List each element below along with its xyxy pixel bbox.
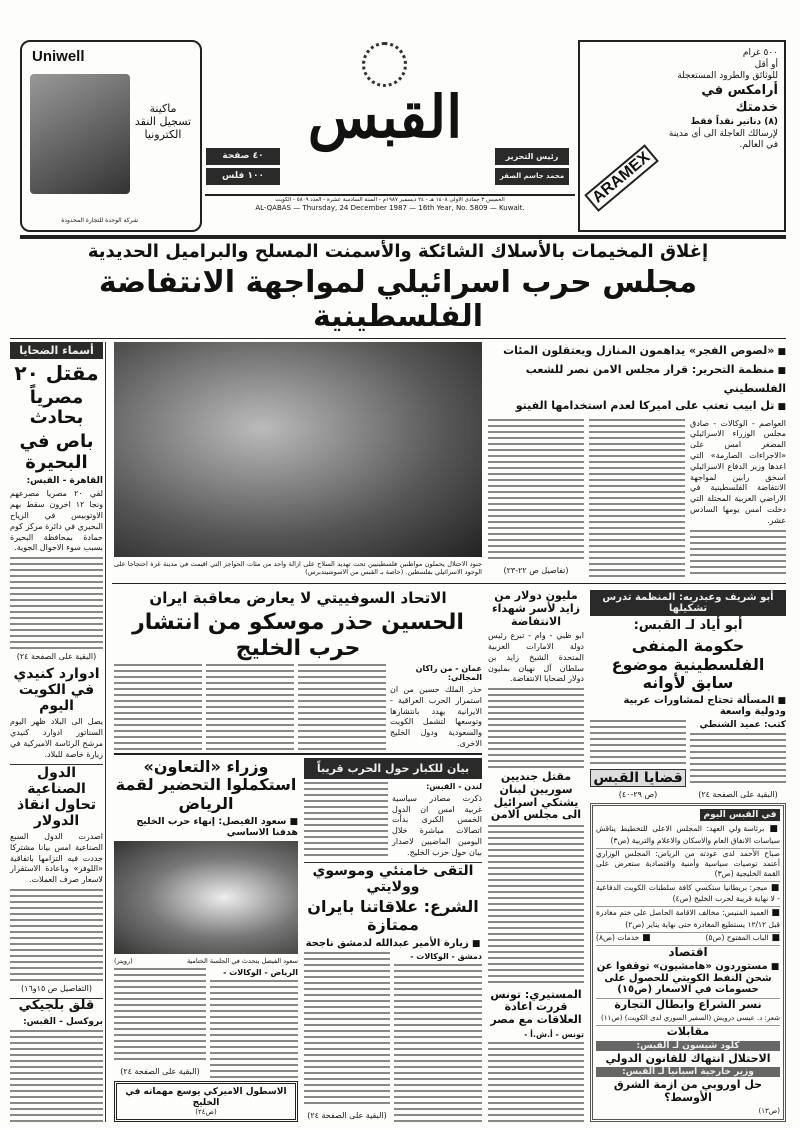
interview-bar: كلود شيسون لـ القبس: xyxy=(596,1041,780,1051)
article-text xyxy=(488,825,584,986)
khamenei-subhead: ■ زيارة الأمير عبدالله لدمشق ناجحة xyxy=(304,938,482,950)
article-text xyxy=(114,968,206,1064)
gcc-headline: وزراء «التعاون» استكملوا التحضير لقمة الرياض xyxy=(115,756,297,813)
article-text xyxy=(10,557,103,649)
article-body: اصدرت الدول السبع الصناعية امس بيانا مشتركا جددت فيه التزامها باتفاقية «اللوفر» وباعادة الاستقرار لاسعار صرف العملات. xyxy=(10,832,103,885)
dateline: الرياض - الوكالات - xyxy=(223,968,298,978)
dollar-headline: الدول الصناعية تحاول انقاذ الدولار xyxy=(10,764,103,829)
divider xyxy=(10,338,786,339)
dateline-arabic: الخميس ٣ جمادى الاولى ١٤٠٨ هـ - ٢٤ ديسمبر ١٩٨٧م - السنة السادسة عشرة - العدد ٥٨٠٩ - الكويت xyxy=(275,197,505,203)
details-ref: (تفاصيل ص ٢٢-٢٣) xyxy=(503,566,569,576)
editor-name: محمد جاسم الصقر xyxy=(495,168,569,185)
dateline: عمان - من راكان المجالي: xyxy=(415,664,482,683)
main-area xyxy=(112,342,786,1122)
article-text xyxy=(304,782,388,859)
economy-label: اقتصاد xyxy=(596,945,780,960)
editor-label: رئيس التحرير xyxy=(495,148,569,165)
today-box xyxy=(590,803,786,1122)
photo-credit: (رويتر) xyxy=(114,956,133,965)
dateline: تونس - أ.ش.أ - xyxy=(524,1029,584,1039)
today-label: في القبس اليوم xyxy=(700,809,780,821)
sidebar-headline: باص في البحيرة xyxy=(19,431,94,473)
ad-text: ماكينة تسجيل النقد الكترونيا xyxy=(134,102,192,141)
photo-caption: سعود الفيصل يتحدث في الجلسة الختامية xyxy=(186,956,298,965)
lower-area xyxy=(112,590,786,1122)
abu-iyad-subhead: ■ المسألة تحتاج لمشاورات عربية ودولية واسعة xyxy=(590,695,786,717)
lead-photo xyxy=(114,342,482,557)
article-text xyxy=(589,419,685,578)
article-body: ذكرت مصادر سياسية غربية امس ان الدول الخمس الكبرى بدأت اتصالات مباشرة خلال اليومين الماضيين لاصدار بيان حول حرب الخليج. xyxy=(392,793,482,857)
article-text xyxy=(488,1042,584,1122)
khamenei-supertitle: التقى خامنئي وموسوي وولايتي xyxy=(304,862,482,895)
today-item: ■ الباب المفتوح (ص٥) xyxy=(705,933,780,943)
ad-brand: ARAMEX xyxy=(584,144,659,212)
ad-brand: Uniwell xyxy=(32,48,85,65)
right-column xyxy=(590,590,786,1122)
lead-text-area xyxy=(488,342,786,578)
sidebar-label: أسماء الضحايا xyxy=(10,342,103,359)
page-count: ٤٠ صفحة xyxy=(206,148,280,165)
sun-emblem-icon xyxy=(362,42,407,87)
gcc-photo xyxy=(114,841,298,953)
continuation: (البقية على الصفحة ٢٤) xyxy=(698,789,778,799)
divider xyxy=(205,194,575,196)
poem-credit: شعر: د. عيسى درويش (السفير السوري لدى الكويت) (ص١١) xyxy=(601,1013,780,1022)
article-text xyxy=(304,952,390,1108)
photo-caption: جنود الاحتلال يحملون مواطنين فلسطينيين تحت تهديد السلاح على ازالة واحد من مئات الحواجز التي اقيمت في مدينة غزة احتجاجا على الوجود الاسرائيلي بفلسطين. (خاصة بـ القبس من الاسوشيتدبرس) xyxy=(114,559,482,577)
masthead-rule xyxy=(20,235,786,239)
trade-headline: نسر الشراع وابطال التجارة xyxy=(596,998,780,1012)
abu-iyad-supertitle: أبو أياد لـ القبس: xyxy=(633,618,743,634)
lead-columns xyxy=(488,419,786,578)
hussein-headline: الحسين حذر موسكو من انتشار حرب الخليج xyxy=(132,610,464,661)
left-sidebar xyxy=(10,342,106,1122)
economy-headline: ■ مستوردون «هامشيون» توقفوا عن شحن النفط الكويتي للحصول على حسومات في الاسعار (ص١٥) xyxy=(596,961,780,996)
interview-headline: حل اوروبي من ازمة الشرق الأوسط؟ xyxy=(613,1078,763,1104)
dateline: لندن - القبس: xyxy=(426,781,482,791)
price: ١٠٠ فلس xyxy=(206,168,280,185)
interview-headline: الاحتلال انتهاك للقانون الدولي xyxy=(605,1051,771,1065)
article-text xyxy=(10,889,103,981)
lead-supertitle: إغلاق المخيمات بالأسلاك الشائكة والأسمنت المسلح والبراميل الحديدية xyxy=(87,241,709,262)
lead-body: العواصم - الوكالات - صادق مجلس الوزراء الاسرائيلي المصغر امس على «الاجراءات الصارمة» التي اعدها وزير الدفاع الاسرائيلي اسحق رابين لمواجهة الانتفاضة الفلسطينية في الاراضي العربية المحتلة التي دخلت امس يومها السادس عشر. xyxy=(690,418,786,525)
belgium-headline: قلق بلجيكي xyxy=(10,998,103,1014)
article-text xyxy=(210,980,298,1078)
article-text xyxy=(690,530,786,578)
divider xyxy=(112,583,786,584)
ad-line: للوثائق والطرود المستعجلة xyxy=(677,71,778,82)
lead-headline: مجلس حرب اسرائيلي لمواجهة الانتفاضة الفلسطينية xyxy=(98,264,698,335)
dateline: بروكسل - القبس: xyxy=(23,1016,103,1027)
article-text xyxy=(298,664,386,750)
hussein-supertitle: الاتحاد السوفييتي لا يعارض معاقبة ايران xyxy=(149,589,447,608)
article-text xyxy=(206,664,294,750)
article-body: يصل الى البلاد ظهر اليوم السناتور ادوارد كنيدي مرشح الرئاسة الاميركية في زيارة خاصة للبلاد. xyxy=(10,717,103,759)
zayed-headline: مليون دولار من زايد لأسر شهداء الانتفاضة xyxy=(492,589,580,628)
divider xyxy=(114,753,482,755)
uniwell-ad xyxy=(20,40,202,232)
ad-line: (٨) دنانير نقداً فقط xyxy=(690,116,778,127)
sidebar-headline: مقتل ٢٠ xyxy=(14,360,99,385)
left-column xyxy=(114,590,482,1122)
continuation: (البقية على الصفحة ٢٤) xyxy=(307,1111,387,1121)
ad-line: لإرسالك العاجلة الى أي مدينة في العالم. xyxy=(668,128,778,151)
article-text xyxy=(590,720,686,765)
tunisia-headline: المستيري: تونس قررت اعادة العلاقات مع مصر xyxy=(490,987,582,1027)
lead-photo-area xyxy=(114,342,482,578)
qadaya-box: قضايا القبس xyxy=(590,769,686,787)
fleet-headline: الاسطول الاميركي يوسع مهماته في الخليج xyxy=(125,1087,287,1108)
article-text xyxy=(394,964,482,1122)
khamenei-headline: الشرع: علاقاتنا بايران ممتازة xyxy=(307,896,479,935)
content-area xyxy=(10,342,786,1122)
dateline: القاهرة - القبس: xyxy=(26,476,103,487)
fleet-box xyxy=(114,1081,298,1122)
lead-row xyxy=(112,342,786,578)
ad-company: شركة الوحدة للتجارة المحدودة xyxy=(61,217,138,224)
dateline-english: AL-QABAS — Thursday, 24 December 1987 — 16th Year, No. 5809 — Kuwait. xyxy=(255,204,525,212)
page-ref: (ص٢٤) xyxy=(195,1107,217,1116)
today-item: ■ خدمات (ص٨) xyxy=(596,933,651,943)
syria-headline: مقتل جنديين سوريين لبنان يشتكي اسرائيل الى مجلس الامن xyxy=(490,770,582,822)
article-text xyxy=(488,688,584,768)
abu-iyad-headline: حكومة المنفى الفلسطينية موضوع سابق لأوانه xyxy=(611,636,765,692)
interview-bar: وزير خارجية اسبانيا لـ القبس: xyxy=(596,1067,780,1077)
lead-bullet: ■ منظمة التحرير: قرار مجلس الامن نصر للشعب الفلسطيني xyxy=(488,361,786,397)
ad-line: أو أقل xyxy=(754,59,778,70)
masthead-logo: القبس xyxy=(307,83,463,151)
article-body: حذر الملك حسين من ان استمرار الحرب العراقية - الايرانية يهدد بانتشارها وتوسعها لتشمل الكويت والسعودية ودول الخليج الاخرى. xyxy=(390,685,482,749)
cash-register-image xyxy=(30,74,130,194)
aramex-ad xyxy=(578,40,786,232)
interviews-label: مقابلات xyxy=(596,1025,780,1039)
front-page-body xyxy=(10,242,786,1122)
article-body: ابو ظبي - وام - تبرع رئيس دولة الامارات العربية المتحدة الشيخ زايد بن سلطان آل نهيان بمليون دولار لضحايا الانتفاضة. xyxy=(488,631,584,684)
page-ref: (ص١٣) xyxy=(758,1106,780,1115)
lead-bullet: ■ تل ابيب تعتب على اميركا لعدم استخدامها الفيتو xyxy=(488,397,786,416)
dateline-block xyxy=(205,197,575,212)
ad-line: أرامكس في خدمتك xyxy=(701,83,778,115)
lead-bullet: ■ «لصوص الفجر» يداهمون المنازل ويعتقلون المئات xyxy=(488,342,786,361)
details-ref: (التفاصيل ص ١٥و١٦) xyxy=(21,984,92,994)
middle-column xyxy=(488,590,584,1122)
today-item: ■ ميجر: بريطانيا ستكسي كافة سلطنات الكويت الدفاعية - لا نهاية قريبة لحرب الخليج (ص٤) xyxy=(596,881,780,904)
article-text xyxy=(690,733,786,786)
gcc-subhead: ■ سعود الفيصل: إنهاء حرب الخليج هدفنا الاساسي xyxy=(114,816,298,838)
section-bar: بيان للكبار حول الحرب قريباً xyxy=(304,758,482,779)
continuation: (البقية على الصفحة ٢٤) xyxy=(16,652,97,662)
article-text xyxy=(114,664,202,750)
qadaya-pages: (ص ٢٩-٤٠) xyxy=(618,789,658,799)
article-body: لقي ٢٠ مصريا مصرعهم ونجا ١٢ اخرون سقط بهم الاوتوبيس في الرياح البحيري في دائرة مركز كوم حمادة بمحافظة البحيرة بسبب سوء الاحوال الجوية. xyxy=(10,489,104,553)
article-text xyxy=(488,419,584,564)
gcc-story xyxy=(114,758,298,1122)
byline: كتب: عميد الشنطي xyxy=(699,720,786,731)
article-text xyxy=(10,1030,103,1122)
today-item: ■ العميد المنيس: مخالف الاقامة الحاصل على ختم مغادرة قبل ١٢/١٢ يستطيع المغادرة حتى نهاية يناير (ص٢) xyxy=(596,906,780,929)
ad-line: ٥٠٠ غرام xyxy=(742,48,778,58)
today-item: صباح الأحمد لدى عودته من الرياض: المجلس الوزاري أعتمد توصيات سياسية وأمنية واقتصادية ستعرض على القمة الخليجية (ص٣) xyxy=(596,848,780,878)
continuation: (البقية على الصفحة ٢٤) xyxy=(120,1067,200,1077)
dateline: دمشق - الوكالات - xyxy=(410,952,482,962)
statement-khamenei xyxy=(304,758,482,1122)
section-bar: أبو شريف وعبدربه: المنظمة تدرس تشكيلها xyxy=(590,590,786,616)
sidebar-headline: مصرياً بحادث xyxy=(29,386,84,429)
today-item: ■ برئاسة ولي العهد: المجلس الاعلى للتخطيط يناقش سياسات الانفاق العام والاسكان والاعلام والتربية (ص٣) xyxy=(596,823,780,845)
kennedy-headline: ادوارد كنيدي في الكويت اليوم xyxy=(13,666,100,715)
